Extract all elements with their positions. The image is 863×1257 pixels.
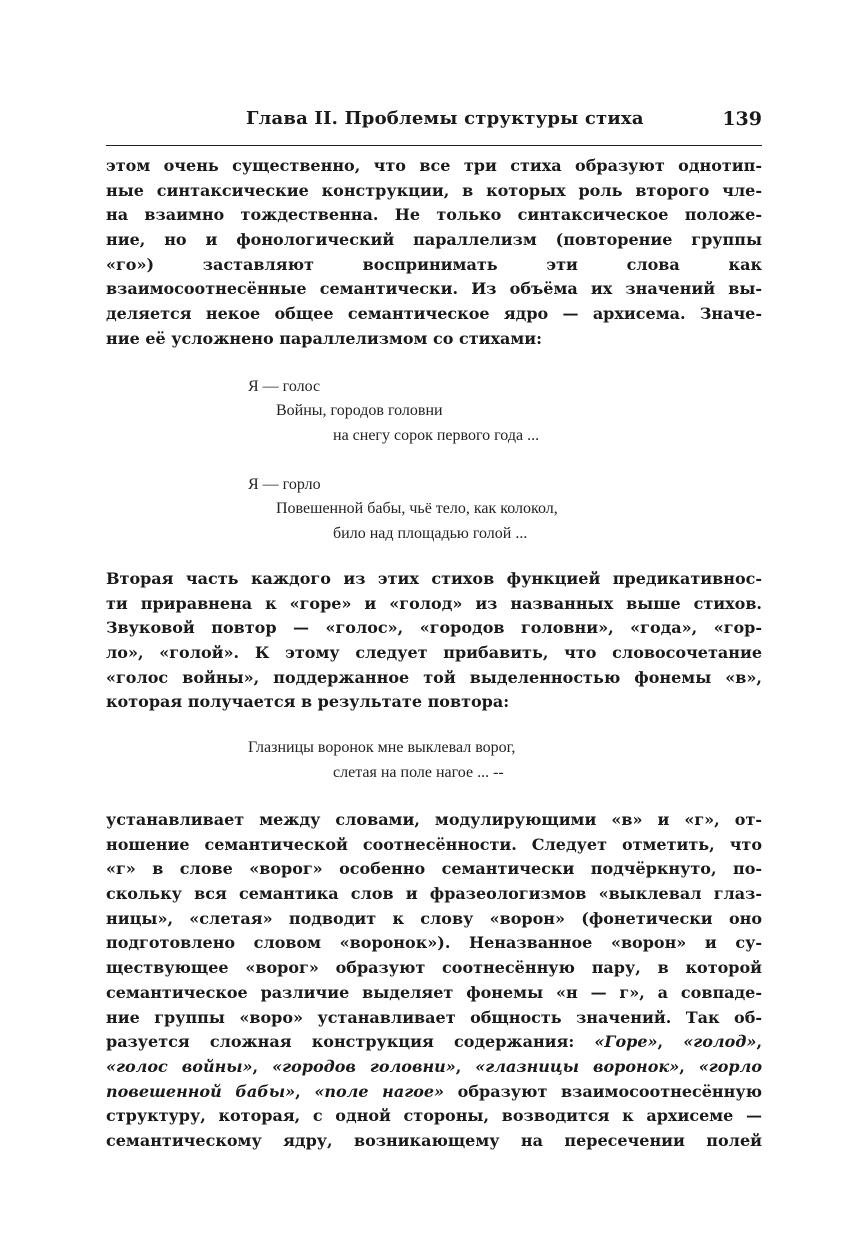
italic-quote: «горло <box>698 1056 762 1076</box>
verse-line: Войны, городов головни <box>276 402 443 419</box>
text-line: ные синтаксические конструкции, в которых роль второго чле- <box>106 180 762 200</box>
text-line: «г» в слове «ворог» особенно семантически подчёркнуто, по- <box>106 859 762 879</box>
verse-line: било над площадью голой ... <box>333 525 528 542</box>
text-segment: , <box>295 1081 315 1101</box>
text-line: семантическое различие выделяет фонемы «н — г», а совпаде- <box>106 982 762 1002</box>
text-line <box>106 1080 762 1105</box>
text-segment: образуют взаимосоотнесённую <box>444 1081 762 1101</box>
text-line: деляется некое общее семантическое ядро — архисема. Значе- <box>106 304 762 324</box>
text-line: ществующее «ворог» образуют соотнесённую пару, в которой <box>106 958 762 978</box>
text-line: Вторая часть каждого из этих стихов функцией предикативнос- <box>106 569 762 588</box>
italic-quote: «голод» <box>683 1032 757 1052</box>
text-line: на взаимно тождественна. Не только синтаксическое положе- <box>106 205 762 225</box>
text-line: которая получается в результате повтора: <box>106 692 510 712</box>
verse-line: Глазницы воронок мне выклевал ворог, <box>248 739 516 756</box>
text-line: ние, но и фонологический параллелизм (повторение группы <box>106 230 762 250</box>
italic-quote: «голос войны» <box>106 1056 253 1076</box>
verse-line: Я — горло <box>248 476 321 493</box>
text-line: этом очень существенно, что все три стиха образуют однотип- <box>106 156 762 175</box>
text-segment: , <box>756 1032 763 1052</box>
text-line: ницы», «слетая» подводит к слову «ворон» (фонетически оно <box>106 908 762 928</box>
text-line: подготовлено словом «воронок»). Неназванное «ворон» и су- <box>106 933 762 953</box>
text-line: ти приравнена к «горе» и «голод» из названных выше стихов. <box>106 593 762 613</box>
verse-line: слетая на поле нагое ... -- <box>333 764 504 781</box>
text-segment: , <box>679 1056 699 1076</box>
text-segment: разуется сложная конструкция содержания: <box>106 1032 575 1052</box>
page-number: 139 <box>722 108 762 130</box>
verse-line: Я — голос <box>248 378 321 395</box>
italic-quote: «Горе» <box>594 1032 658 1052</box>
text-line: ние группы «воро» устанавливает общность значений. Так об- <box>106 1007 762 1027</box>
text-segment: , <box>252 1056 273 1076</box>
text-segment: , <box>455 1056 476 1076</box>
page-header <box>106 108 762 138</box>
paragraph-3 <box>106 808 762 1154</box>
verse-line: на снегу сорок первого года ... <box>333 427 540 444</box>
text-segment: , <box>657 1032 684 1052</box>
italic-quote: «поле нагое» <box>314 1081 445 1101</box>
paragraph-1 <box>106 154 762 352</box>
text-line: Звуковой повтор — «голос», «городов головни», «года», «гор- <box>106 618 762 638</box>
verse-line: Повешенной бабы, чьё тело, как колокол, <box>276 500 558 517</box>
text-line: ношение семантической соотнесённости. Следует отметить, что <box>106 834 762 854</box>
text-line: «голос войны», поддержанное той выделенностью фонемы «в», <box>106 667 762 687</box>
text-line: семантическому ядру, возникающему на пересечении полей <box>106 1130 762 1150</box>
italic-quote: повешенной бабы» <box>106 1081 296 1101</box>
text-line: структуру, которая, с одной стороны, возводится к архисеме — <box>106 1106 762 1126</box>
text-line: «го») заставляют воспринимать эти слова как <box>106 254 762 274</box>
text-line: устанавливает между словами, модулирующими «в» и «г», от- <box>106 810 762 829</box>
header-rule <box>106 145 762 146</box>
text-line <box>106 1055 762 1080</box>
running-title: Глава II. Проблемы структуры стиха <box>246 108 644 129</box>
text-line <box>106 1030 762 1055</box>
text-line: скольку вся семантика слов и фразеологизмов «выклевал глаз- <box>106 884 762 904</box>
italic-quote: «глазницы воронок» <box>475 1056 680 1076</box>
italic-quote: «городов головни» <box>272 1056 456 1076</box>
text-line: ние её усложнено параллелизмом со стихами: <box>106 328 543 348</box>
paragraph-2 <box>106 567 762 715</box>
text-line: взаимосоотнесённые семантически. Из объёма их значений вы- <box>106 279 762 299</box>
text-line: ло», «голой». К этому следует прибавить, что словосочетание <box>106 643 762 663</box>
